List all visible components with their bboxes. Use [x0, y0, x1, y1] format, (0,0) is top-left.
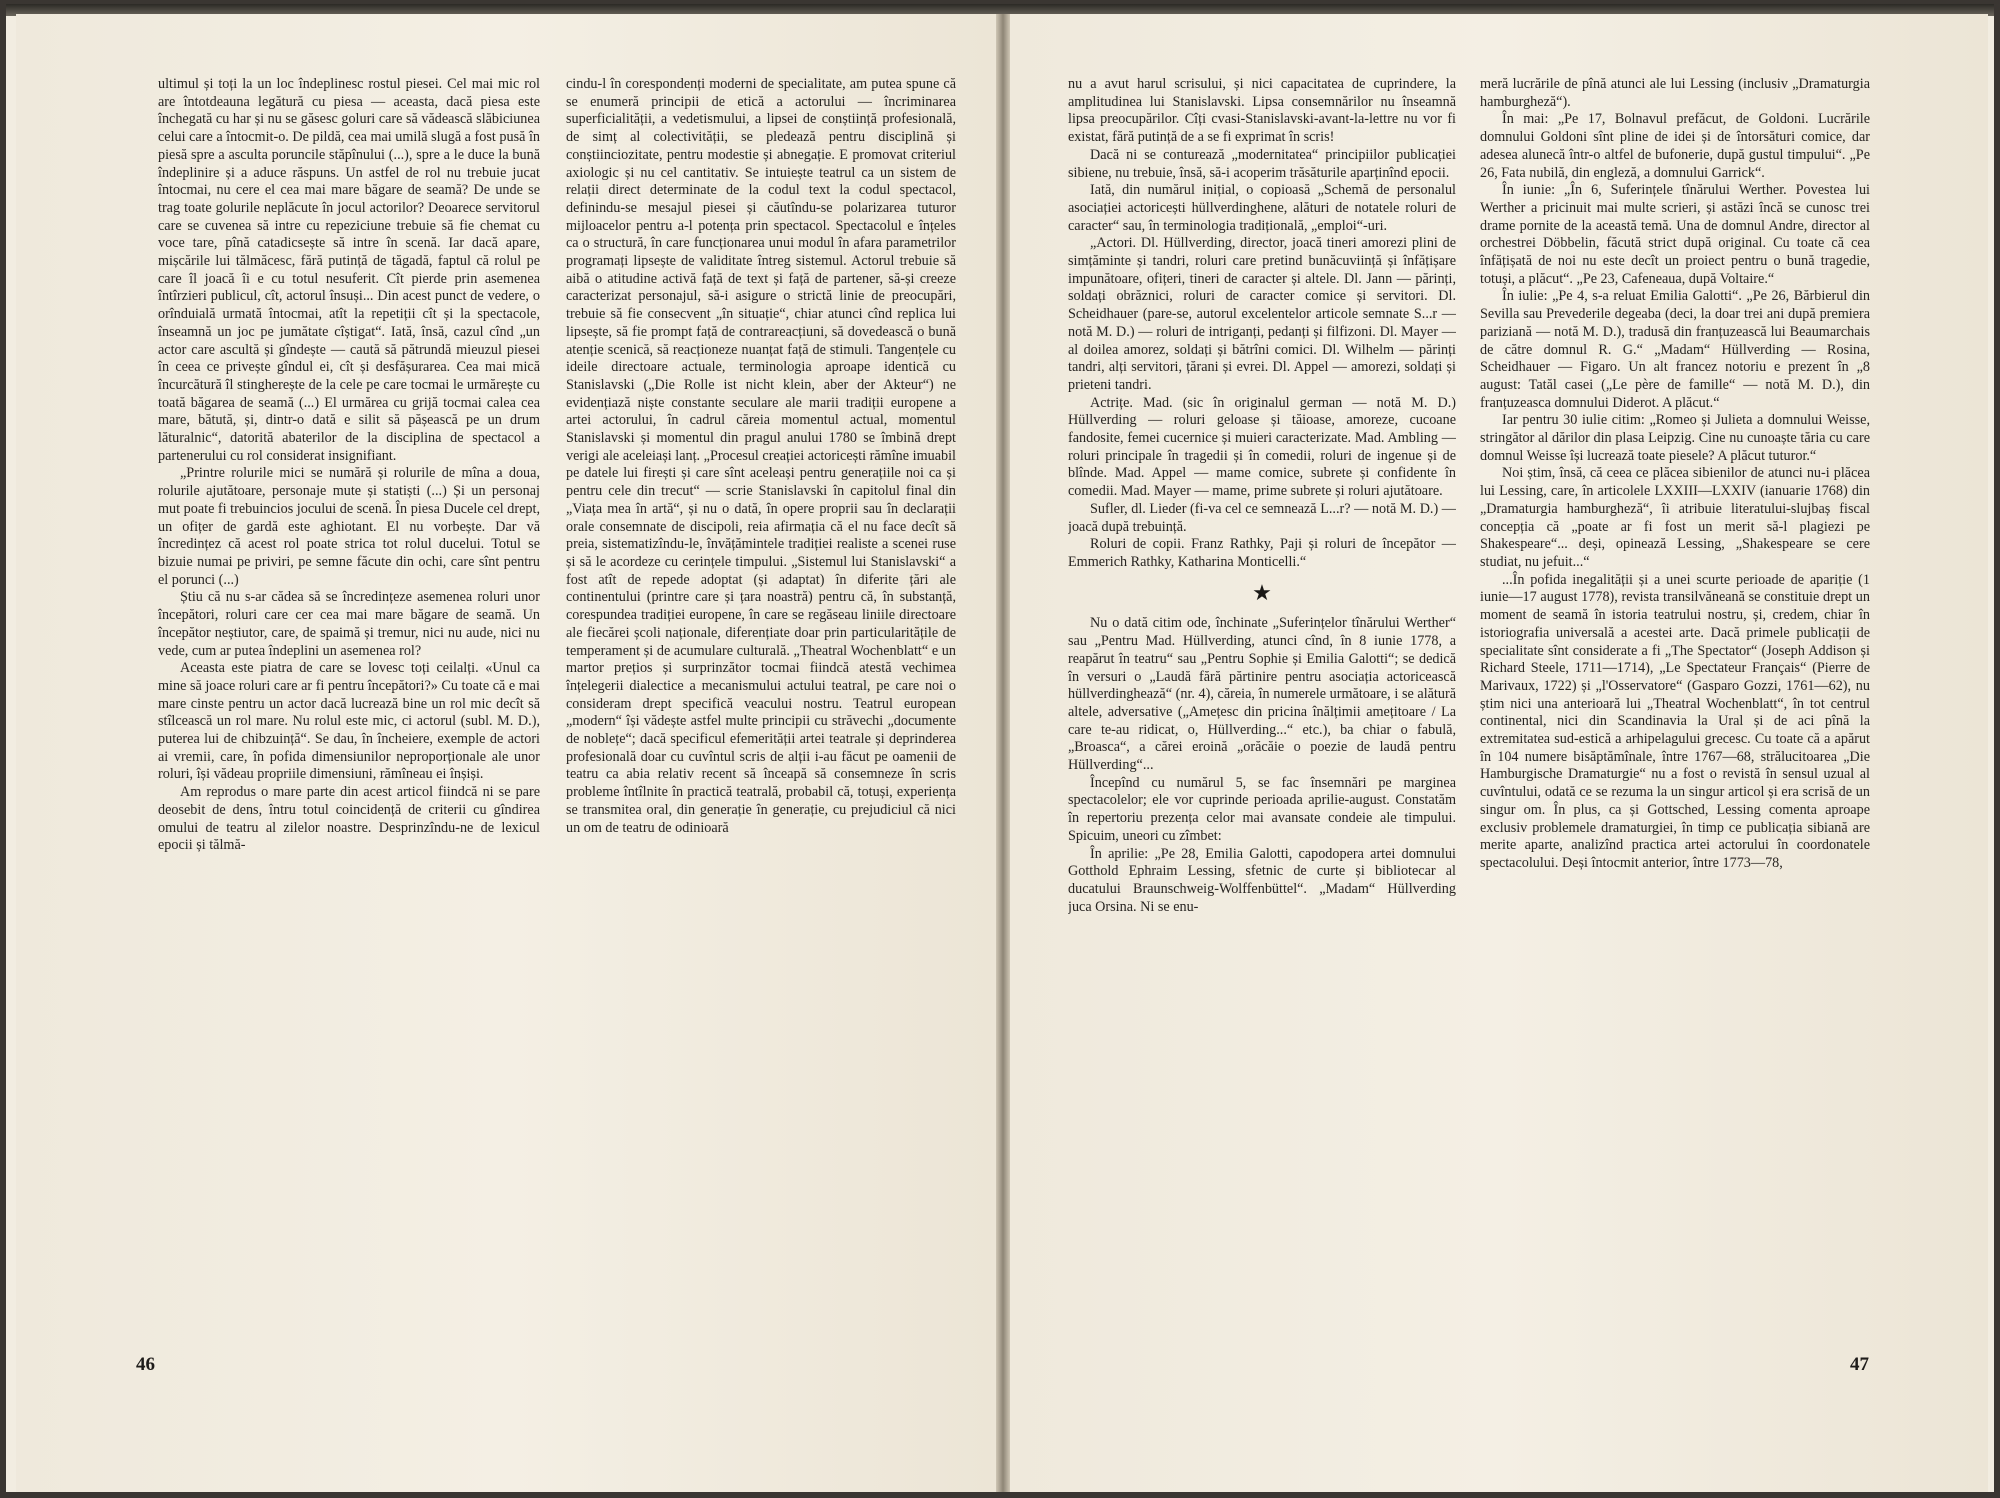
paragraph: Știu că nu s-ar cădea să se încredințeze asemenea roluri unor începători, roluri care cer cea mai mare băgare de seamă. Un începător neștiutor, care, de spaimă și tremur, nici nu aude, nici nu vede, cum ar putea îndeplini un asemenea rol? — [158, 589, 540, 659]
paragraph: În iunie: „În 6, Suferințele tînărului Werther. Povestea lui Werther a pricinuit mai multe scrieri, și astăzi încă se cunosc trei drame pornite de la această temă. Una de domnul Andre, director al orchestrei Döbbelin, făcută strict după original. Cu toate că cea înfățișată de noi nu este decît un proiect pentru o bună tragedie, totuși, a plăcut“. „Pe 23, Cafeneaua, după Voltaire.“ — [1480, 182, 1870, 287]
paragraph: cindu-l în corespondenți moderni de specialitate, am putea spune că se enumeră principii de etică a actorului — încriminarea superficialității, a vedetismului, a lipsei de conștiință profesională, de simț al colectivității, se pledează pentru disciplină și conștiinciozitate, pentru modestie și abnegație. E promovat criteriul axiologic și nu cel cantitativ. Se intuiește teatrul ca un sistem de relații direct determinate de la codul text la codul spectacol, definindu-se mesajul piesei și căutîndu-se polarizarea tuturor mijloacelor pentru a-l potența prin spectacol. Spectacolul e înțeles ca o structură, în care funcționarea unui modul în afara parametrilor programați lipsește de validitate întreg sistemul. Actorul trebuie să aibă o atitudine activă față de text și față de partener, să-și creeze caracterizat personajul, să-i asigure o strictă linie de preocupări, trebuie să fie consecvent „în situație“, chiar atunci cînd replica lui lipsește, să fie prompt față de contrareacțiuni, să dovedească o bună atenție scenică, să reacționeze nuanțat față de stimuli. Tangențele cu ideile directoare actuale, terminologia aproape identică cu Stanislavski („Die Rolle ist nicht klein, aber der Akteur“) ne evidențiază niște constante seculare ale marii tradiții europene a artei actorului, în cadrul căreia momentul actual, momentul Stanislavski și momentul din pragul anului 1780 se îmbină drept verigi ale aceleiași lanț. „Procesul creației actoricești rămîne imuabil pe datele lui firești și care sînt aceleași pentru generațiile noi ca și pentru cele din trecut“ — scrie Stanislavski în capitolul final din „Viața mea în artă“, și nu o dată, în opere proprii sau în declarații orale consemnate de discipoli, reia afirmația că el nu face decît să preia, sistematizîndu-le, învățămintele tradiției realiste a scenei ruse și să le acordeze cu cerințele timpului. „Sistemul lui Stanislavski“ a fost atît de repede adoptat (și adaptat) în diferite țări ale continentului (printre care și țara noastră) pentru că, în substanță, corespundea tradiției europene, în care se regăseau liniile directoare ale fiecărei școli naționale, diferențiate doar prin particularitățile de temperament și de acumulare culturală. „Theatral Wochenblatt“ e un martor prețios și surprinzător tocmai fiindcă atestă vechimea înțelegerii dialectice a mecanismului actului teatral, pe care noi o consideram drept specifică veacului nostru. Teatrul european „modern“ își vădește astfel multe principii cu străvechi „documente de noblețe“; dacă specificul efemerității artei teatrale și deprinderea profesională doar cu cuvîntul scris de alții i-au făcut pe oamenii de teatru ca abia relativ recent să înceapă să consemneze în scris probleme întîlnite în practică teatrală, probabil că, totuși, experiența se transmitea oral, din generație în generație, cu prejudiciul că nici un om de teatru de odinioară — [566, 76, 956, 836]
paragraph: „Printre rolurile mici se numără și rolurile de mîna a doua, rolurile ajutătoare, personaje mute și statiști (...) Și un personaj mut poate fi trebuincios jocului de scenă. În piesa Ducele cel drept, un ofițer de gardă este aghiotant. El nu vorbește. Dar vă încredințez că acest rol poate strica tot rolul ducelui. Totul se bizuie numai pe priviri, pe semne făcute din ochi, care sînt pentru el porunci (...) — [158, 465, 540, 588]
paragraph: Nu o dată citim ode, închinate „Suferințelor tînărului Werther“ sau „Pentru Mad. Hüllverding, atunci cînd, în 8 iunie 1778, a reapărut în teatru“ sau „Pentru Sophie și Emilia Galotti“; se dedică în versuri o „Laudă fără părtinire pentru asociația actoricească hüllverdinghează“ (nr. 4), căreia, în numerele următoare, i se alătură altele, adversative („Amețesc din pricina înălțimii amețitoare / La care te-au ridicat, o, Hüllverding...“ etc.), ba chiar o fabulă, „Broasca“, a cărei eroină „orăcăie o poezie de laudă pentru Hüllverding“... — [1068, 615, 1456, 774]
book-gutter — [996, 14, 1010, 1492]
paragraph: Aceasta este piatra de care se lovesc toți ceilalți. «Unul ca mine să joace roluri care ar fi pentru începători?» Cu toate că e mai mare cinste pentru un actor dacă lucrează bine un rol mic decît să stîlcească un rol mare. Nu rolul este mic, ci actorul (subl. M. D.), puterea lui de chibzuință“. Se dau, în încheiere, exemple de actori ai vremii, care, în pofida dimensiunilor neproporționale ale unor roluri, își vădeau propriile dimensiuni, rămîneau ei înșiși. — [158, 660, 540, 783]
paragraph: Începînd cu numărul 5, se fac însemnări pe marginea spectacolelor; ele vor cuprinde perioada aprilie-august. Constatăm în repertoriu prezența celor mai avansate condeie ale timpului. Spicuim, uneori cu zîmbet: — [1068, 774, 1456, 844]
paragraph: Iată, din numărul inițial, o copioasă „Schemă de personalul asociației actoricești hüllverdinghene, alături de notatele roluri de caracter“ sau, în terminologia tradițională, „emploi“-uri. — [1068, 182, 1456, 234]
right-page-column-1 — [1068, 76, 1456, 1376]
paragraph: Actrițe. Mad. (sic în originalul german — notă M. D.) Hüllverding — roluri geloase și tăioase, amoreze, cucoane fandosite, femei cucernice și muieri caracterizate. Mad. Ambling — roluri principale în tragedii și în comedii, roluri de ingenue și de blînde. Mad. Appel — mame comice, subrete și confidente în comedii. Mad. Mayer — mame, prime subrete și roluri ajutătoare. — [1068, 394, 1456, 500]
paragraph: ultimul și toți la un loc îndeplinesc rostul piesei. Cel mai mic rol are întotdeauna legătură cu piesa — aceasta, dacă piesa este închegată cu har și nu se găsesc goluri care să vădească slăbiciunea celui care a întocmit-o. De pildă, cea mai umilă slugă a fost pusă în piesă spre a asculta poruncile stăpînului (...), spre a le duce la bună îndeplinire și a aduce răspuns. Un astfel de rol nu trebuie jucat întocmai, nu cere el cea mai mare băgare de seamă? De unde se trag toate golurile neplăcute în jocul actorilor? Deoarece servitorul care se cuvenea să intre cu repeziciune trebuie să fie chemat cu voce tare, pînă catadicsește să intre în scenă. Iar dacă apare, mișcările lui tălmăcesc, fără putință de tăgadă, faptul că rolul pe care îl joacă îi e cu totul nesuferit. Cît pierde prin asemenea întîrzieri publicul, cît, actorul însuși... Din acest punct de vedere, o orînduială urmată întocmai, atît la repetiții cît și la spectacole, înseamnă un joc pe jumătate cîștigat“. Iată, însă, cazul cînd „un actor care ascultă și gîndește — caută să pătrundă mieuzul piesei în ceea ce privește gîndul ei, cît și desfășurarea. Cea mai mică încurcătură îl stingherește de la cele pe care tocmai le urmărește cu toată băgarea de seamă (...) El urmărea cu grijă tocmai calea cea mare, bătută, și, dintr-o dată e silit să pășească pe un drum lăturalnic“, datorită abaterilor de la disciplina de spectacol a partenerului cu rol considerat insignifiant. — [158, 76, 540, 464]
paragraph: Dacă ni se conturează „modernitatea“ principiilor publicației sibiene, nu trebuie, însă, să-i acoperim trăsăturile aparținînd epocii. — [1068, 146, 1456, 181]
paragraph: Iar pentru 30 iulie citim: „Romeo și Julieta a domnului Weisse, stringător al dărilor din plasa Leipzig. Cine nu cunoaște tăria cu care domnul Weisse își lucrează toate piesele? A plăcut tuturor.“ — [1480, 412, 1870, 464]
paragraph: meră lucrările de pînă atunci ale lui Lessing (inclusiv „Dramaturgia hamburgheză“). — [1480, 76, 1870, 110]
page-number-left: 46 — [136, 1354, 155, 1375]
right-page-column-2 — [1480, 76, 1870, 1376]
paragraph: În aprilie: „Pe 28, Emilia Galotti, capodopera artei domnului Gotthold Ephraim Lessing, sfetnic de curte și bibliotecar al ducatului Braunschweig-Wolffenbüttel“. „Madam“ Hüllverding juca Orsina. Ni se enu- — [1068, 845, 1456, 915]
paragraph: În mai: „Pe 17, Bolnavul prefăcut, de Goldoni. Lucrările domnului Goldoni sînt pline de idei și de întorsături comice, dar adesea alunecă într-o altfel de bufonerie, după gustul timpului“. „Pe 26, Fata nubilă, din engleză, a domnului Garrick“. — [1480, 111, 1870, 181]
right-page — [1010, 14, 1988, 1492]
book-spread — [6, 4, 1994, 1492]
paragraph: Sufler, dl. Lieder (fi-va cel ce semnează L...r? — notă M. D.) — joacă după trebuință. — [1068, 500, 1456, 535]
paragraph: nu a avut harul scrisului, și nici capacitatea de cuprindere, la amplitudinea lui Stanislavski. Lipsa consemnărilor nu înseamnă lipsa preocupărilor. Cîți cvasi-Stanislavski-avant-la-lettre nu vor fi existat, fără putință de a se fi exprimat în scris! — [1068, 76, 1456, 146]
paragraph: Noi știm, însă, că ceea ce plăcea sibienilor de atunci nu-i plăcea lui Lessing, care, în articolele LXXIII—LXXIV (ianuarie 1768) din „Dramaturgia hamburgheză“, îi atribuie literatului-slujbaș fiscal concepția că „poate ar fi fost un merit să-l plagiezi pe Shakespeare“... deși, opinează Lessing, „Shakespeare se cere studiat, nu jefuit...“ — [1480, 465, 1870, 570]
paragraph: „Actori. Dl. Hüllverding, director, joacă tineri amorezi plini de simțăminte și tandri, roluri care pretind bunăcuviință și înfățișare impunătoare, ofițeri, tineri de caracter și altele. Dl. Jann — părinți, soldați obrăznici, roluri de caracter comice și servitori. Dl. Scheidhauer (pare-se, autorul excelentelor articole semnate S...r — notă M. D.) — roluri de intriganți, pedanți și filfizoni. Dl. Mayer — al doilea amorez, soldați și bătrîni comici. Dl. Wilhelm — părinți tandri, alți servitori, țărani și evrei. Dl. Appel — amorezi, soldați și prieteni tandri. — [1068, 235, 1456, 393]
paragraph: Roluri de copii. Franz Rathky, Paji și roluri de începător — Emmerich Rathky, Katharina Monticelli.“ — [1068, 536, 1456, 570]
paragraph: ...În pofida inegalității și a unei scurte perioade de apariție (1 iunie—17 august 1778), revista transilvăneană se constituie drept un moment de seamă în istoria teatrului nostru, și, credem, chiar în istoriografia universală a acestei arte. Dacă primele publicații de specialitate sînt considerate a fi „The Spectator“ (Joseph Addison și Richard Steele, 1711—1714), „Le Spectateur Français“ (Pierre de Marivaux, 1722) și „l'Osservatore“ (Gasparo Gozzi, 1761—62), nu știm nici una anterioară lui „Theatral Wochenblatt“, în tot centrul continental, nici din Scandinavia la Ural și de aci pînă la extremitatea sud-estică a arhipelagului grecesc. Cu toate că a apărut în 104 numere bisăptămînale, între 1767—68, strălucitoarea „Die Hamburgische Dramaturgie“ nu a fost o revistă în sensul uzual al cuvîntului, odată ce se rezuma la un singur articol și era scrisă de un singur om. În plus, ca și Gottsched, Lessing comenta aproape exclusiv problemele dramaturgiei, în timp ce publicația sibiană are merite aparte, analizînd practica artei actorului în coordonatele spectacolului. Deși întocmit anterior, între 1773—78, — [1480, 571, 1870, 871]
left-page — [16, 14, 996, 1492]
left-page-column-1 — [158, 76, 540, 1376]
paragraph: În iulie: „Pe 4, s-a reluat Emilia Galotti“. „Pe 26, Bărbierul din Sevilla sau Prevederile degeaba (deci, la doar trei ani după premiera pariziană — notă M. D.), tradusă din franțuzească lui Beaumarchais de către domnul R. G.“ „Madam“ Hüllverding — Rosina, Scheidhauer — Figaro. Un alt francez notoriu e prezent în „8 august: Tatăl casei („Le père de famille“ — notă M. D.), din franțuzeasca domnului Diderot. A plăcut.“ — [1480, 288, 1870, 411]
page-number-right: 47 — [1850, 1354, 1869, 1375]
paragraph: Am reprodus o mare parte din acest articol fiindcă ni se pare deosebit de dens, întru totul coincidență de criterii cu gîndirea omului de teatru al zilelor noastre. Desprinzîndu-ne de lexicul epocii și tălmă- — [158, 784, 540, 854]
left-page-column-2 — [566, 76, 956, 1376]
section-divider-star: ★ — [1252, 579, 1272, 605]
